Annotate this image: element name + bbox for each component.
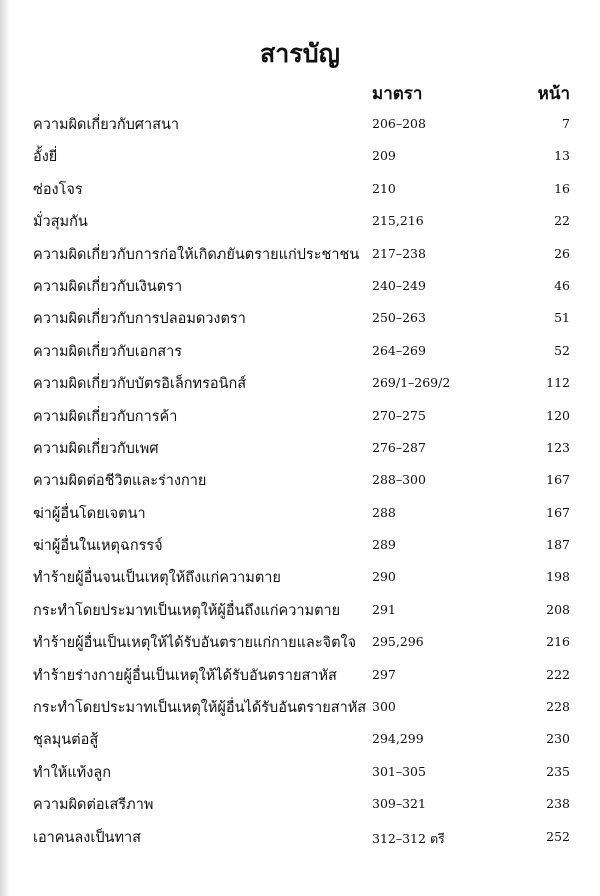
toc-entry-topic: มั่วสุมกัน bbox=[33, 214, 88, 231]
toc-entry-page: 198 bbox=[546, 569, 570, 585]
toc-entry-topic: ทำร้ายผู้อื่นเป็นเหตุให้ได้รับอันตรายแก่กายและจิตใจ bbox=[33, 635, 357, 652]
toc-entry-page: 112 bbox=[546, 375, 570, 391]
toc-entry-page: 230 bbox=[546, 731, 570, 747]
toc-entry bbox=[0, 463, 600, 495]
toc-entry-list bbox=[0, 107, 600, 852]
toc-entry bbox=[0, 722, 600, 754]
toc-entry bbox=[0, 269, 600, 301]
toc-entry-section: 297 bbox=[372, 666, 396, 682]
toc-entry-topic: กระทำโดยประมาทเป็นเหตุให้ผู้อื่นได้รับอันตรายสาหัส bbox=[33, 700, 367, 717]
toc-entry bbox=[0, 658, 600, 690]
toc-entry-section: 290 bbox=[372, 569, 396, 585]
toc-entry-section: 264–269 bbox=[372, 342, 426, 358]
toc-entry-page: 46 bbox=[554, 277, 570, 293]
toc-entry-page: 238 bbox=[546, 796, 570, 812]
toc-entry bbox=[0, 496, 600, 528]
toc-entry-topic: ความผิดเกี่ยวกับการก่อให้เกิดภยันตรายแก่ประชาชน bbox=[33, 246, 360, 263]
toc-entry-page: 252 bbox=[546, 828, 570, 844]
toc-entry-topic: ทำให้แท้งลูก bbox=[33, 764, 111, 781]
toc-entry-page: 216 bbox=[546, 634, 570, 650]
toc-entry bbox=[0, 755, 600, 787]
toc-entry-section: 312–312 ตรี bbox=[372, 830, 445, 846]
toc-entry-page: 16 bbox=[554, 180, 570, 196]
toc-entry-page: 123 bbox=[546, 439, 570, 455]
toc-entry bbox=[0, 399, 600, 431]
toc-entry-topic: ความผิดเกี่ยวกับการค้า bbox=[33, 408, 178, 425]
toc-entry-section: 309–321 bbox=[372, 796, 426, 812]
toc-entry-section: 288–300 bbox=[372, 472, 426, 488]
toc-entry-topic: เอาคนลงเป็นทาส bbox=[33, 829, 142, 846]
toc-entry-topic: ความผิดต่อเสรีภาพ bbox=[33, 797, 154, 814]
toc-entry-topic: กระทำโดยประมาทเป็นเหตุให้ผู้อื่นถึงแก่ความตาย bbox=[33, 602, 341, 619]
section-column-header: มาตรา bbox=[372, 84, 423, 104]
toc-entry-section: 215,216 bbox=[372, 213, 424, 229]
toc-entry bbox=[0, 204, 600, 236]
toc-entry-page: 208 bbox=[546, 601, 570, 617]
toc-entry-page: 235 bbox=[546, 763, 570, 779]
toc-entry-topic: ความผิดต่อชีวิตและร่างกาย bbox=[33, 473, 207, 490]
toc-entry bbox=[0, 593, 600, 625]
toc-entry-topic: อั้งยี่ bbox=[33, 149, 58, 166]
toc-entry-topic: ชุลมุนต่อสู้ bbox=[33, 732, 99, 749]
toc-entry bbox=[0, 820, 600, 852]
toc-entry-section: 240–249 bbox=[372, 277, 426, 293]
toc-entry-page: 51 bbox=[554, 310, 570, 326]
toc-entry-topic: ทำร้ายร่างกายผู้อื่นเป็นเหตุให้ได้รับอันตรายสาหัส bbox=[33, 667, 337, 684]
toc-entry-section: 300 bbox=[372, 699, 396, 715]
toc-entry-section: 301–305 bbox=[372, 763, 426, 779]
toc-entry-section: 206–208 bbox=[372, 116, 426, 131]
toc-entry-section: 209 bbox=[372, 148, 396, 164]
toc-entry-section: 291 bbox=[372, 601, 396, 617]
toc-entry-page: 222 bbox=[546, 666, 570, 682]
toc-entry bbox=[0, 366, 600, 398]
toc-entry-section: 288 bbox=[372, 504, 396, 520]
toc-entry-section: 294,299 bbox=[372, 731, 424, 747]
toc-entry-section: 270–275 bbox=[372, 407, 426, 423]
toc-entry-page: 52 bbox=[554, 342, 570, 358]
toc-entry-page: 13 bbox=[554, 148, 570, 164]
page-title: สารบัญ bbox=[260, 39, 340, 68]
toc-entry-section: 269/1–269/2 bbox=[372, 375, 451, 391]
toc-entry-section: 276–287 bbox=[372, 439, 426, 455]
toc-entry-section: 295,296 bbox=[372, 634, 424, 650]
toc-entry-topic: ความผิดเกี่ยวกับบัตรอิเล็กทรอนิกส์ bbox=[33, 376, 247, 393]
toc-entry bbox=[0, 625, 600, 657]
toc-entry bbox=[0, 787, 600, 819]
toc-entry-page: 228 bbox=[546, 699, 570, 715]
toc-entry-page: 7 bbox=[562, 116, 570, 131]
toc-entry-section: 289 bbox=[372, 537, 396, 553]
page-column-header: หน้า bbox=[537, 84, 570, 104]
toc-entry bbox=[0, 139, 600, 171]
toc-entry-section: 210 bbox=[372, 180, 396, 196]
toc-entry-page: 22 bbox=[554, 213, 570, 229]
toc-entry bbox=[0, 334, 600, 366]
toc-entry-section: 250–263 bbox=[372, 310, 426, 326]
toc-entry-topic: ซ่องโจร bbox=[33, 181, 83, 198]
toc-entry bbox=[0, 237, 600, 269]
toc-entry-topic: ความผิดเกี่ยวกับการปลอมดวงตรา bbox=[33, 311, 246, 328]
toc-entry-topic: ความผิดเกี่ยวกับเพศ bbox=[33, 440, 159, 457]
toc-entry bbox=[0, 560, 600, 592]
toc-entry bbox=[0, 107, 600, 139]
toc-entry-page: 120 bbox=[546, 407, 570, 423]
toc-entry bbox=[0, 528, 600, 560]
toc-entry-topic: ทำร้ายผู้อื่นจนเป็นเหตุให้ถึงแก่ความตาย bbox=[33, 570, 281, 587]
toc-entry-page: 187 bbox=[546, 537, 570, 553]
toc-entry-section: 217–238 bbox=[372, 245, 426, 261]
toc-entry bbox=[0, 172, 600, 204]
toc-entry bbox=[0, 301, 600, 333]
toc-entry-page: 167 bbox=[546, 472, 570, 488]
toc-entry-page: 26 bbox=[554, 245, 570, 261]
toc-entry bbox=[0, 690, 600, 722]
toc-entry-page: 167 bbox=[546, 504, 570, 520]
toc-entry bbox=[0, 431, 600, 463]
toc-entry-topic: ความผิดเกี่ยวกับศาสนา bbox=[33, 117, 180, 133]
toc-entry-topic: ความผิดเกี่ยวกับเงินตรา bbox=[33, 278, 183, 295]
toc-entry-topic: ฆ่าผู้อื่นในเหตุฉกรรจ์ bbox=[33, 538, 163, 555]
toc-entry-topic: ฆ่าผู้อื่นโดยเจตนา bbox=[33, 505, 146, 522]
toc-entry-topic: ความผิดเกี่ยวกับเอกสาร bbox=[33, 343, 183, 360]
